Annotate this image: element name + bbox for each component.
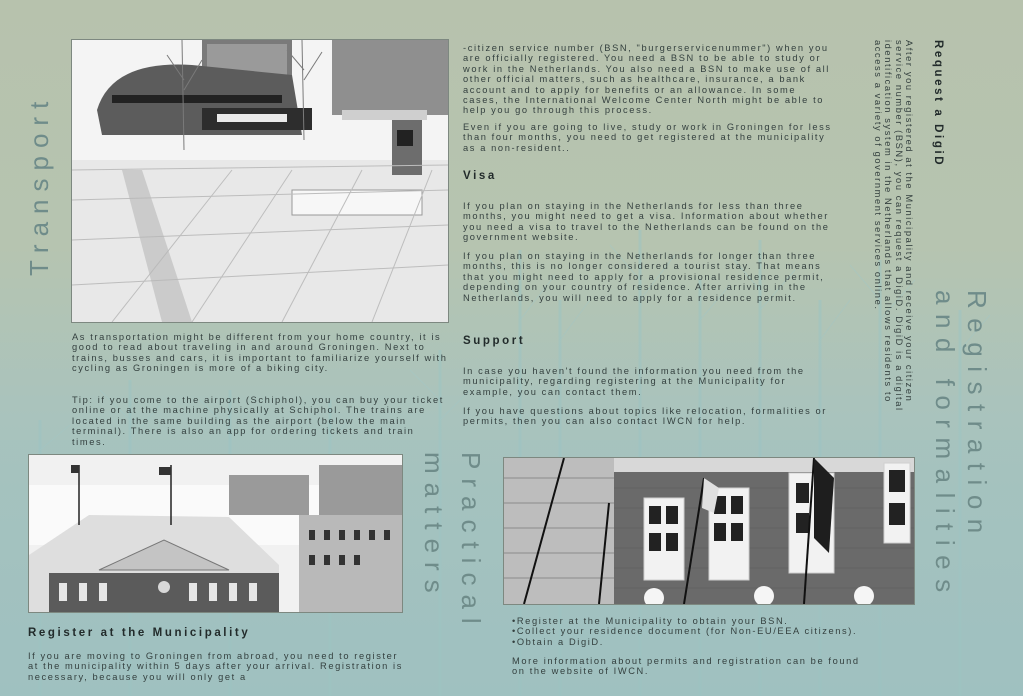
formalities-title: and formalities (930, 290, 960, 602)
bsn-paragraph-2: Even if you are going to live, study or work in Groningen for less than four months, you need to get registered at the municipality as a non-resident.. (463, 122, 832, 153)
visa-heading: Visa (463, 170, 497, 182)
register-heading: Register at the Municipality (28, 627, 251, 639)
transport-paragraph-2: Tip: if you come to the airport (Schiphol), you can buy your ticket online or at the machine physically at Schiphol. The trains are located in the same building as the airport (below the main terminal). There is also an app for ordering tickets and train times. (72, 395, 444, 447)
checklist-item: •Obtain a DigiD. (512, 636, 604, 647)
digid-text (868, 40, 914, 435)
support-heading: Support (463, 335, 526, 347)
support-paragraph-1: In case you haven't found the information you need from the municipality, regarding registering at the Municipality for example, you can contact them. (463, 366, 805, 397)
digid-heading: Request a DigiD (932, 40, 944, 168)
visa-paragraph-1: If you plan on staying in the Netherlands for less than three months, you might need to get a visa. Information about whether you need a visa to travel to the Netherlands can be found on the government website. (463, 201, 830, 243)
more-info-text: More information about permits and registration can be found on the website of IWCN. (512, 656, 860, 677)
brick-building-photo (503, 457, 915, 605)
checklist-item: •Collect your residence document (for Non-EU/EEA citizens). (512, 626, 858, 637)
transport-title: Transport (24, 93, 54, 276)
bsn-paragraph-1: -citizen service number (BSN, "burgerservicenummer") when you are officially registered. You need a BSN to be able to study or work in the Netherlands. You also need a BSN to make use of all other official matters, such as healthcare, insurance, a bank account and to apply for benefits or an allowance. In some cases, the International Welcome Center North might be able to help you go through this process. (463, 43, 830, 116)
registration-title: Registration (962, 290, 992, 543)
matters-title: matters (419, 452, 449, 602)
checklist-item: •Register at the Municipality to obtain your BSN. (512, 616, 789, 626)
town-hall-square-photo (28, 454, 403, 613)
visa-paragraph-2: If you plan on staying in the Netherlands for longer than three months, this is no longer considered a tourist stay. That means that you might need to apply for a provisional residence permit, depending on your country of residence. After arriving in the Netherlands, you will need to apply for a residence permit. (463, 251, 825, 303)
digid-text-content: After you registered at the Municipality and receive your citizen service number (BSN), you can request a DigiD. DigiD is a digital identification system in the Netherlands that allows residents to access a variety of government services online. (872, 40, 914, 412)
support-paragraph-2: If you have questions about topics like relocation, formalities or permits, then you can also contact IWCN for help. (463, 406, 827, 427)
practical-title: Practical (456, 452, 486, 633)
transport-paragraph-1: As transportation might be different from your home country, it is good to read about traveling in and around Groningen. Next to trains, busses and cars, it is important to familiarize yourself with cycling as Groningen is more of a biking city. (72, 332, 448, 374)
register-paragraph-1: If you are moving to Groningen from abroad, you need to register at the municipality within 5 days after your arrival. Registration is necessary, because you will only get a (28, 651, 403, 682)
registration-checklist (512, 616, 912, 647)
bus-station-photo (71, 39, 449, 323)
